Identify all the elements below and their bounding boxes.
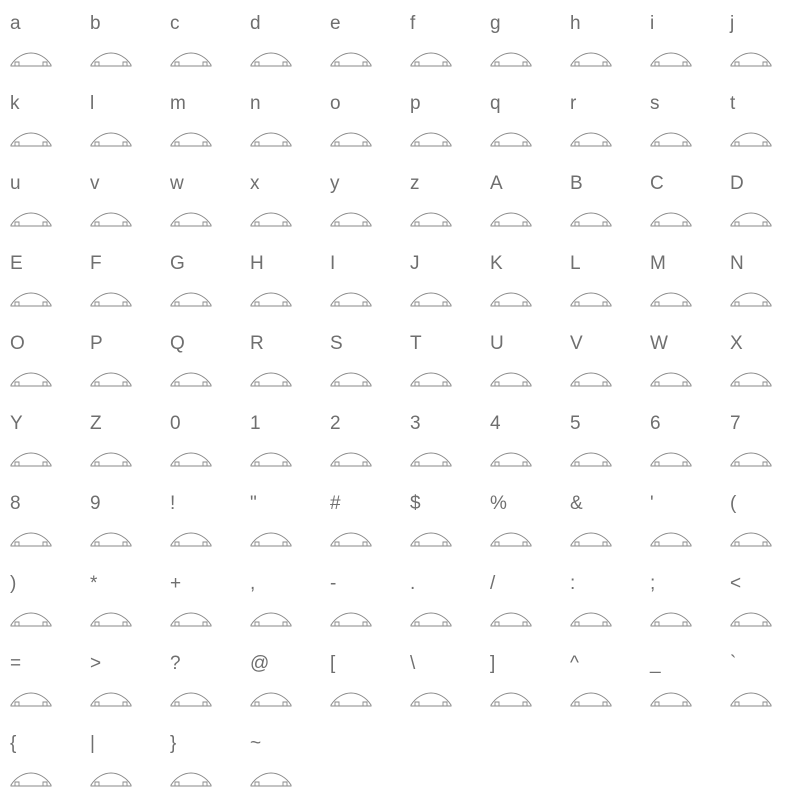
character-cell — [730, 566, 800, 646]
character-label: u — [10, 173, 21, 194]
character-cell — [330, 646, 410, 726]
character-cell — [650, 486, 730, 566]
arch-shape-icon — [410, 532, 452, 548]
arch-shape-icon — [570, 452, 612, 468]
character-cell — [170, 326, 250, 406]
character-cell — [170, 406, 250, 486]
character-cell — [170, 486, 250, 566]
arch-shape-icon — [650, 532, 692, 548]
character-label: r — [570, 93, 577, 114]
character-label: 4 — [490, 413, 501, 434]
character-label: # — [330, 493, 341, 514]
arch-shape-icon — [90, 692, 132, 708]
character-label: D — [730, 173, 744, 194]
character-label: E — [10, 253, 23, 274]
character-cell — [650, 166, 730, 246]
character-cell — [730, 326, 800, 406]
character-label: \ — [410, 653, 416, 674]
character-cell — [650, 246, 730, 326]
character-cell — [170, 646, 250, 726]
arch-shape-icon — [330, 692, 372, 708]
character-label: ~ — [250, 733, 262, 754]
character-label: ! — [170, 493, 176, 514]
arch-shape-icon — [570, 372, 612, 388]
arch-shape-icon — [410, 372, 452, 388]
character-cell — [410, 406, 490, 486]
arch-shape-icon — [730, 132, 772, 148]
arch-shape-icon — [490, 372, 532, 388]
arch-shape-icon — [570, 692, 612, 708]
arch-shape-icon — [170, 212, 212, 228]
arch-shape-icon — [250, 692, 292, 708]
arch-shape-icon — [490, 132, 532, 148]
arch-shape-icon — [410, 212, 452, 228]
arch-shape-icon — [250, 212, 292, 228]
character-label: 2 — [330, 413, 341, 434]
arch-shape-icon — [90, 372, 132, 388]
character-cell — [410, 566, 490, 646]
character-label: 6 — [650, 413, 661, 434]
arch-shape-icon — [650, 612, 692, 628]
character-cell — [10, 726, 90, 806]
character-cell — [410, 486, 490, 566]
arch-shape-icon — [650, 692, 692, 708]
character-cell — [330, 6, 410, 86]
arch-shape-icon — [490, 52, 532, 68]
character-label: + — [170, 573, 182, 594]
character-label: p — [410, 93, 421, 114]
character-cell — [730, 486, 800, 566]
character-cell — [10, 646, 90, 726]
character-cell — [570, 566, 650, 646]
character-cell — [570, 646, 650, 726]
arch-shape-icon — [330, 612, 372, 628]
arch-shape-icon — [330, 52, 372, 68]
character-cell — [170, 6, 250, 86]
character-label: o — [330, 93, 341, 114]
character-label: : — [570, 573, 576, 594]
character-cell — [330, 166, 410, 246]
character-cell — [330, 406, 410, 486]
character-label: / — [490, 573, 496, 594]
character-label: H — [250, 253, 264, 274]
character-label: A — [490, 173, 503, 194]
character-label: Y — [10, 413, 23, 434]
character-label: k — [10, 93, 20, 114]
arch-shape-icon — [90, 452, 132, 468]
character-cell — [650, 406, 730, 486]
character-cell — [490, 246, 570, 326]
arch-shape-icon — [330, 452, 372, 468]
character-label: | — [90, 733, 95, 754]
character-label: 7 — [730, 413, 741, 434]
arch-shape-icon — [90, 52, 132, 68]
arch-shape-icon — [730, 612, 772, 628]
character-label: X — [730, 333, 743, 354]
character-label: @ — [250, 653, 270, 674]
arch-shape-icon — [250, 772, 292, 788]
character-label: y — [330, 173, 340, 194]
character-label: ] — [490, 653, 496, 674]
character-cell — [490, 566, 570, 646]
arch-shape-icon — [90, 292, 132, 308]
character-cell — [410, 246, 490, 326]
arch-shape-icon — [90, 532, 132, 548]
character-cell — [570, 246, 650, 326]
character-cell — [410, 6, 490, 86]
character-cell — [650, 566, 730, 646]
arch-shape-icon — [330, 292, 372, 308]
character-label: 1 — [250, 413, 261, 434]
arch-shape-icon — [650, 132, 692, 148]
character-label: F — [90, 253, 102, 274]
arch-shape-icon — [170, 132, 212, 148]
arch-shape-icon — [730, 532, 772, 548]
arch-shape-icon — [730, 292, 772, 308]
character-label: l — [90, 93, 95, 114]
character-cell — [250, 246, 330, 326]
character-cell — [250, 166, 330, 246]
character-label: ? — [170, 653, 181, 674]
character-cell — [170, 166, 250, 246]
character-cell — [570, 86, 650, 166]
character-cell — [330, 326, 410, 406]
character-label: % — [490, 493, 507, 514]
character-cell — [490, 86, 570, 166]
character-label: B — [570, 173, 583, 194]
character-cell — [90, 646, 170, 726]
arch-shape-icon — [10, 372, 52, 388]
arch-shape-icon — [490, 612, 532, 628]
character-cell — [170, 726, 250, 806]
arch-shape-icon — [10, 612, 52, 628]
character-label: f — [410, 13, 416, 34]
arch-shape-icon — [170, 612, 212, 628]
character-label: e — [330, 13, 341, 34]
character-label: w — [170, 173, 184, 194]
arch-shape-icon — [570, 532, 612, 548]
character-cell — [330, 86, 410, 166]
character-cell — [330, 566, 410, 646]
character-label: d — [250, 13, 261, 34]
character-cell — [170, 566, 250, 646]
character-label: ) — [10, 573, 17, 594]
arch-shape-icon — [410, 452, 452, 468]
arch-shape-icon — [730, 692, 772, 708]
character-label: P — [90, 333, 103, 354]
arch-shape-icon — [170, 772, 212, 788]
character-label: ( — [730, 493, 737, 514]
character-cell — [730, 86, 800, 166]
arch-shape-icon — [10, 452, 52, 468]
character-label: { — [10, 733, 17, 754]
character-label: 9 — [90, 493, 101, 514]
character-label: Q — [170, 333, 185, 354]
arch-shape-icon — [250, 612, 292, 628]
arch-shape-icon — [490, 692, 532, 708]
arch-shape-icon — [490, 212, 532, 228]
arch-shape-icon — [410, 612, 452, 628]
character-cell — [90, 726, 170, 806]
arch-shape-icon — [90, 772, 132, 788]
character-label: V — [570, 333, 583, 354]
character-cell — [410, 166, 490, 246]
character-label: = — [10, 653, 22, 674]
character-cell — [570, 166, 650, 246]
character-cell — [650, 86, 730, 166]
character-label: z — [410, 173, 420, 194]
character-label: g — [490, 13, 501, 34]
character-cell — [650, 646, 730, 726]
character-label: ` — [730, 653, 737, 674]
character-label: W — [650, 333, 668, 354]
character-label: & — [570, 493, 583, 514]
arch-shape-icon — [250, 132, 292, 148]
arch-shape-icon — [330, 132, 372, 148]
character-cell — [570, 486, 650, 566]
character-label: 0 — [170, 413, 181, 434]
character-label: i — [650, 13, 655, 34]
arch-shape-icon — [10, 532, 52, 548]
arch-shape-icon — [410, 132, 452, 148]
arch-shape-icon — [250, 292, 292, 308]
character-cell — [90, 6, 170, 86]
arch-shape-icon — [170, 692, 212, 708]
character-label: , — [250, 573, 256, 594]
arch-shape-icon — [730, 372, 772, 388]
arch-shape-icon — [330, 532, 372, 548]
arch-shape-icon — [490, 532, 532, 548]
character-label: M — [650, 253, 666, 274]
character-cell — [10, 406, 90, 486]
character-cell — [730, 6, 800, 86]
arch-shape-icon — [10, 52, 52, 68]
character-cell — [330, 246, 410, 326]
character-cell — [250, 646, 330, 726]
arch-shape-icon — [410, 52, 452, 68]
character-label: v — [90, 173, 100, 194]
character-label: } — [170, 733, 177, 754]
character-cell — [10, 166, 90, 246]
arch-shape-icon — [570, 292, 612, 308]
arch-shape-icon — [10, 772, 52, 788]
character-cell — [490, 406, 570, 486]
character-cell — [170, 86, 250, 166]
character-label: L — [570, 253, 581, 274]
character-label: T — [410, 333, 422, 354]
character-label: m — [170, 93, 186, 114]
character-cell — [410, 86, 490, 166]
character-cell — [90, 566, 170, 646]
character-cell — [730, 406, 800, 486]
arch-shape-icon — [330, 372, 372, 388]
character-label: x — [250, 173, 260, 194]
character-cell — [250, 86, 330, 166]
arch-shape-icon — [170, 452, 212, 468]
arch-shape-icon — [170, 52, 212, 68]
arch-shape-icon — [90, 612, 132, 628]
arch-shape-icon — [650, 52, 692, 68]
arch-shape-icon — [330, 212, 372, 228]
character-label: ; — [650, 573, 656, 594]
character-label: J — [410, 253, 420, 274]
character-cell — [730, 646, 800, 726]
character-label: 8 — [10, 493, 21, 514]
arch-shape-icon — [490, 292, 532, 308]
character-cell — [490, 6, 570, 86]
arch-shape-icon — [650, 452, 692, 468]
arch-shape-icon — [730, 52, 772, 68]
character-cell — [90, 166, 170, 246]
arch-shape-icon — [650, 292, 692, 308]
character-cell — [490, 326, 570, 406]
character-cell — [90, 486, 170, 566]
arch-shape-icon — [410, 692, 452, 708]
character-cell — [490, 166, 570, 246]
character-label: O — [10, 333, 25, 354]
character-cell — [650, 6, 730, 86]
character-cell — [90, 406, 170, 486]
character-cell — [10, 326, 90, 406]
character-cell — [650, 326, 730, 406]
character-cell — [170, 246, 250, 326]
character-cell — [490, 486, 570, 566]
character-label: 5 — [570, 413, 581, 434]
arch-shape-icon — [570, 212, 612, 228]
character-cell — [250, 566, 330, 646]
character-label: N — [730, 253, 744, 274]
character-cell — [410, 646, 490, 726]
arch-shape-icon — [170, 292, 212, 308]
arch-shape-icon — [410, 292, 452, 308]
character-cell — [10, 486, 90, 566]
arch-shape-icon — [250, 52, 292, 68]
character-label: I — [330, 253, 336, 274]
character-label: - — [330, 573, 337, 594]
character-label: _ — [650, 653, 661, 674]
arch-shape-icon — [170, 532, 212, 548]
arch-shape-icon — [730, 212, 772, 228]
arch-shape-icon — [10, 132, 52, 148]
character-label: a — [10, 13, 21, 34]
character-cell — [410, 326, 490, 406]
arch-shape-icon — [10, 692, 52, 708]
arch-shape-icon — [570, 132, 612, 148]
character-cell — [490, 646, 570, 726]
character-label: * — [90, 573, 98, 594]
character-cell — [90, 246, 170, 326]
character-label: U — [490, 333, 504, 354]
character-cell — [250, 326, 330, 406]
arch-shape-icon — [90, 132, 132, 148]
character-label: K — [490, 253, 503, 274]
character-cell — [250, 6, 330, 86]
character-label: 3 — [410, 413, 421, 434]
character-label: s — [650, 93, 660, 114]
character-label: R — [250, 333, 264, 354]
arch-shape-icon — [250, 372, 292, 388]
character-cell — [570, 406, 650, 486]
character-label: C — [650, 173, 664, 194]
character-label: n — [250, 93, 261, 114]
character-cell — [330, 486, 410, 566]
arch-shape-icon — [170, 372, 212, 388]
character-label: b — [90, 13, 101, 34]
arch-shape-icon — [730, 452, 772, 468]
character-cell — [10, 246, 90, 326]
character-label: G — [170, 253, 185, 274]
character-cell — [10, 566, 90, 646]
character-cell — [250, 726, 330, 806]
arch-shape-icon — [10, 292, 52, 308]
character-label: < — [730, 573, 742, 594]
character-cell — [10, 6, 90, 86]
character-label: $ — [410, 493, 421, 514]
arch-shape-icon — [570, 612, 612, 628]
character-label: j — [730, 13, 735, 34]
character-cell — [90, 86, 170, 166]
arch-shape-icon — [650, 372, 692, 388]
character-label: ^ — [570, 653, 579, 674]
arch-shape-icon — [10, 212, 52, 228]
character-label: t — [730, 93, 736, 114]
arch-shape-icon — [90, 212, 132, 228]
character-label: > — [90, 653, 102, 674]
character-cell — [730, 166, 800, 246]
arch-shape-icon — [570, 52, 612, 68]
character-label: ' — [650, 493, 654, 514]
character-cell — [570, 6, 650, 86]
character-label: S — [330, 333, 343, 354]
character-cell — [10, 86, 90, 166]
character-label: c — [170, 13, 180, 34]
character-cell — [570, 326, 650, 406]
character-label: h — [570, 13, 581, 34]
character-cell — [250, 486, 330, 566]
arch-shape-icon — [490, 452, 532, 468]
character-cell — [90, 326, 170, 406]
character-label: Z — [90, 413, 102, 434]
character-label: q — [490, 93, 501, 114]
character-label: " — [250, 493, 257, 514]
arch-shape-icon — [250, 452, 292, 468]
character-label: . — [410, 573, 416, 594]
arch-shape-icon — [650, 212, 692, 228]
character-cell — [250, 406, 330, 486]
arch-shape-icon — [250, 532, 292, 548]
character-label: [ — [330, 653, 336, 674]
character-cell — [730, 246, 800, 326]
